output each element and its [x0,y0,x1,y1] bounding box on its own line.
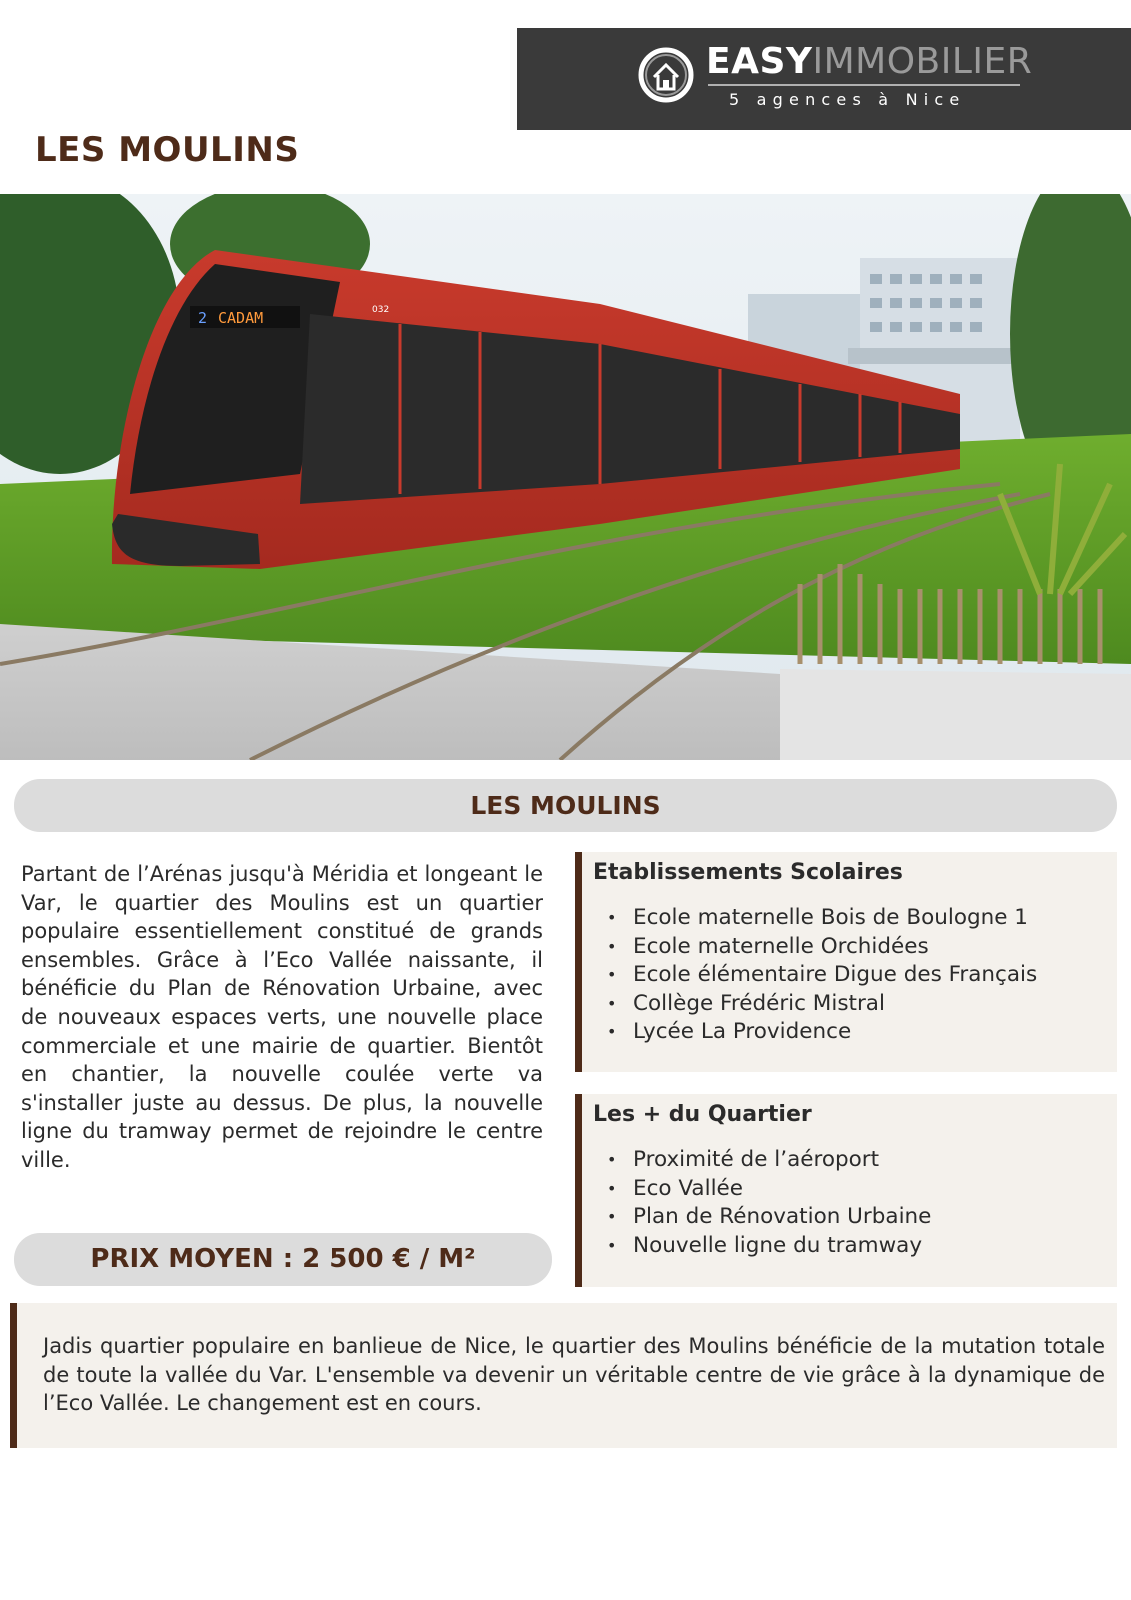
tram-destination: CADAM [218,309,264,327]
page-title: LES MOULINS [35,130,300,170]
list-item: • Eco Vallée [607,1175,931,1204]
section-title: LES MOULINS [14,779,1117,832]
list-item: • Collège Frédéric Mistral [607,990,1037,1019]
neighborhood-photo [0,194,1131,760]
logo-tagline: 5 agences à Nice [729,90,966,109]
list-item: • Nouvelle ligne du tramway [607,1232,931,1261]
logo-wordmark [706,42,1032,82]
conclusion-paragraph: Jadis quartier populaire en banlieue de Nice, le quartier des Moulins bénéficie de la mutation totale de toute la vallée du Var. L'ensemble va devenir un véritable centre de vie grâce à la dynamique de l’Eco Vallée. Le changement est en cours. [43,1334,1105,1416]
tram-line-number: 2 [198,309,208,327]
highlights-list [607,1146,931,1260]
schools-list [607,904,1037,1047]
average-price: PRIX MOYEN : 2 500 € / M² [14,1233,552,1286]
highlights-card [575,1094,1117,1287]
list-item: • Ecole maternelle Orchidées [607,933,1037,962]
logo-easy: EASY [706,41,813,82]
tram-illustration [0,194,1131,760]
schools-title: Etablissements Scolaires [593,860,903,885]
list-item: • Plan de Rénovation Urbaine [607,1203,931,1232]
list-item: • Proximité de l’aéroport [607,1146,931,1175]
conclusion-card [10,1303,1117,1448]
list-item: • Ecole élémentaire Digue des Français [607,961,1037,990]
highlights-title: Les + du Quartier [593,1102,812,1127]
logo-banner [517,28,1131,130]
list-item: • Ecole maternelle Bois de Boulogne 1 [607,904,1037,933]
tram-fleet-number: 032 [372,305,390,315]
list-item: • Lycée La Providence [607,1018,1037,1047]
house-logo-icon [638,47,694,103]
logo-immobilier: IMMOBILIER [812,41,1033,82]
schools-card [575,852,1117,1072]
intro-paragraph: Partant de l’Arénas jusqu'à Méridia et longeant le Var, le quartier des Moulins est un quartier populaire essentiellement constitué de grands ensembles. Grâce à l’Eco Vallée naissante, il bénéficie du Plan de Rénovation Urbaine, avec de nouveaux espaces verts, une nouvelle place commerciale et une mairie de quartier. Bientôt en chantier, la nouvelle coulée verte va s'installer juste au dessus. De plus, la nouvelle ligne du tramway permet de rejoindre le centre ville. [21,862,543,1172]
logo-divider [708,84,1020,86]
